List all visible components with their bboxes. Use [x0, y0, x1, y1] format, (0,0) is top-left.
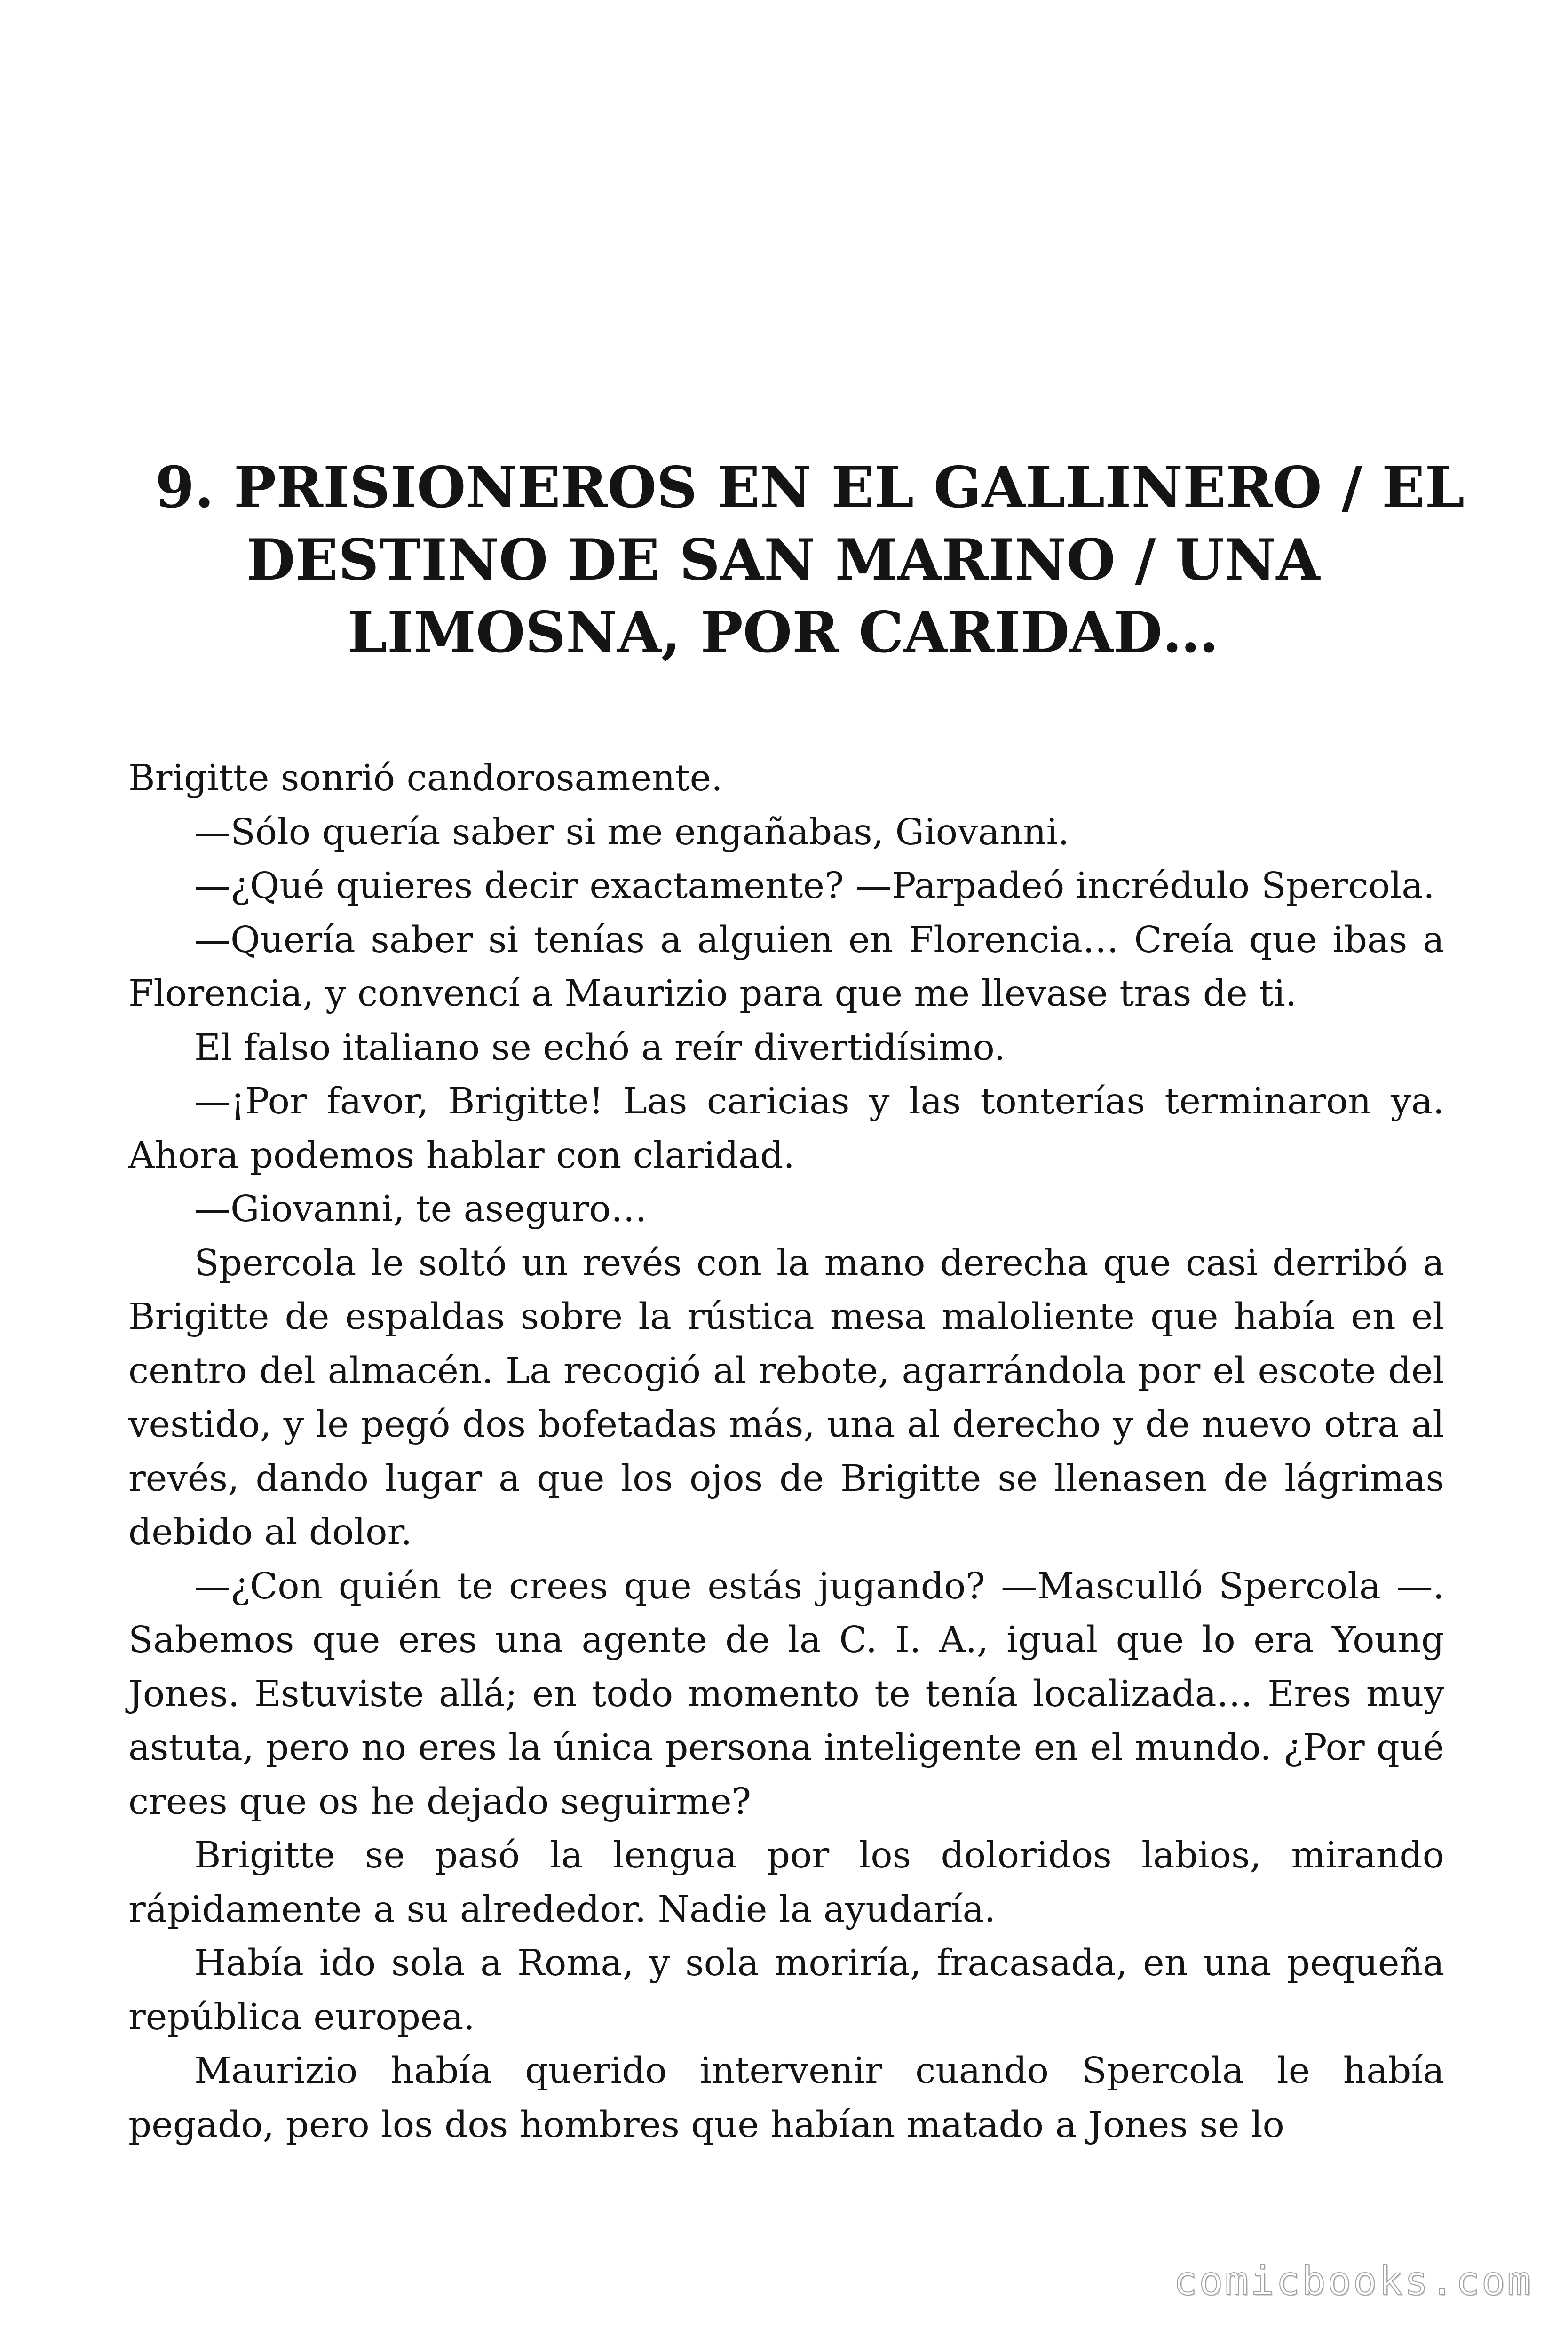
paragraph: Había ido sola a Roma, y sola moriría, fracasada, en una pequeña república europea. — [128, 1942, 1444, 2038]
paragraph: —Quería saber si tenías a alguien en Florencia… Creía que ibas a Florencia, y convencí a Maurizio para que me llevase tras de ti. — [128, 919, 1444, 1015]
chapter-title-line: DESTINO DE SAN MARINO / UNA — [246, 527, 1320, 593]
paragraph: El falso italiano se echó a reír divertidísimo. — [194, 1026, 1006, 1069]
paragraph: Brigitte se pasó la lengua por los doloridos labios, mirando rápidamente a su alrededor. Nadie la ayudaría. — [128, 1835, 1444, 1931]
paragraph: —Sólo quería saber si me engañabas, Giovanni. — [194, 811, 1069, 853]
watermark: comicbooks.com — [1173, 2258, 1533, 2304]
paragraph: Maurizio había querido intervenir cuando Spercola le había pegado, pero los dos hombres que habían matado a Jones se lo — [128, 2050, 1444, 2146]
chapter-title — [155, 452, 1465, 669]
paragraph: —¡Por favor, Brigitte! Las caricias y las tonterías terminaron ya. Ahora podemos hablar con claridad. — [128, 1081, 1444, 1176]
paragraph: —¿Con quién te crees que estás jugando? —Masculló Spercola —. Sabemos que eres una agente de la C. I. A., igual que lo era Young Jones. Estuviste allá; en todo momento te tenía localizada… Eres muy astuta, pero no eres la única persona inteligente en el mundo. ¿Por qué crees que os he dejado seguirme? — [128, 1565, 1444, 1823]
paragraph: Spercola le soltó un revés con la mano derecha que casi derribó a Brigitte de espaldas sobre la rústica mesa maloliente que había en el centro del almacén. La recogió al rebote, agarrándola por el escote del vestido, y le pegó dos bofetadas más, una al derecho y de nuevo otra al revés, dando lugar a que los ojos de Brigitte se llenasen de lágrimas debido al dolor. — [128, 1242, 1444, 1553]
chapter-title-line: LIMOSNA, POR CARIDAD… — [347, 599, 1219, 666]
paragraph: —¿Qué quieres decir exactamente? —Parpadeó incrédulo Spercola. — [194, 865, 1435, 907]
paragraph: —Giovanni, te aseguro… — [194, 1188, 647, 1230]
paragraph: Brigitte sonrió candorosamente. — [128, 757, 723, 799]
chapter-title-line: 9. PRISIONEROS EN EL GALLINERO / EL — [155, 454, 1465, 521]
body-text — [128, 752, 1444, 2152]
